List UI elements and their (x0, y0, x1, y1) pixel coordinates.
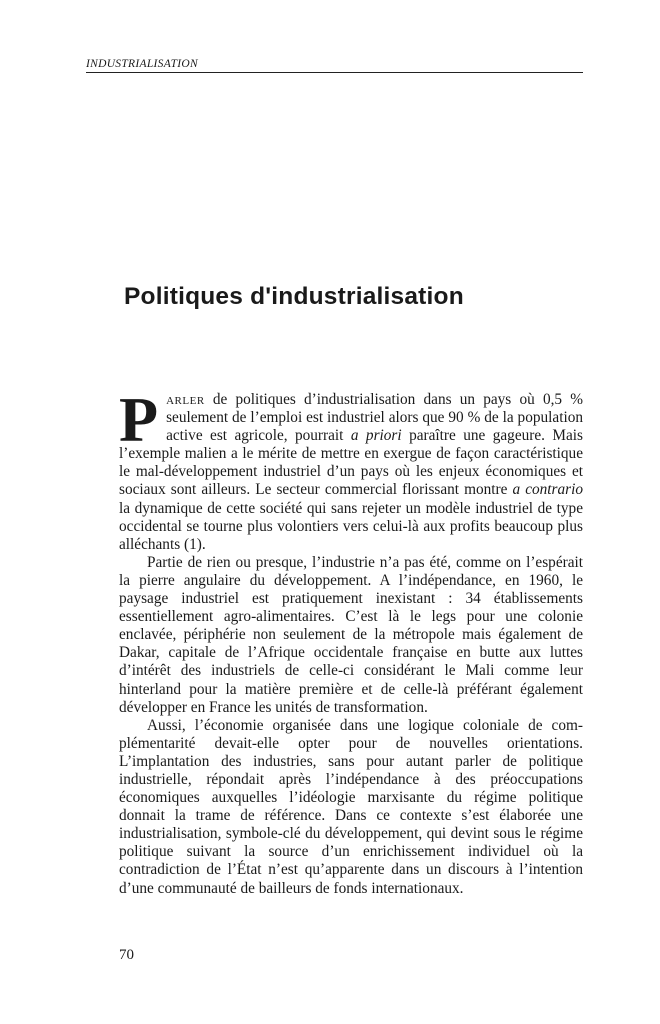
running-header (86, 57, 583, 73)
paragraph (119, 717, 583, 898)
text-run: de politiques d’industrialisation dans un pays où 0,5 % seulement de l’emploi est industriel alors que 90 % de la population active est agricole, pourrait (166, 391, 583, 445)
text-run: Aussi, l’économie organisée dans une logique coloniale de complémentarité devait-elle opter pour de nouvelles orientations. L’implantation des industries, sans pour autant parler de politique industrielle, répondait après l’indépendance à des préoccupations économiques auxquelles l’idéologie marxisante du régime politique donnait la trame de référence. Dans ce contexte s’est élaborée une industrialisation, symbole-clé du développement, qui devint sous le régime politique suivant la source d’un enrichissement individuel où la contradiction de l’État n’est qu’apparente dans un discours à l’intention d’une communauté de bailleurs de fonds internationaux. (119, 716, 583, 897)
italic-phrase: a priori (350, 427, 402, 445)
text-run: la dynamique de cette société qui sans rejeter un modèle industriel de type occidental se tourne plus volontiers vers celui-là aux profits beaucoup plus alléchants (1). (119, 499, 583, 553)
chapter-title: Politiques d'industrialisation (124, 283, 464, 310)
text-run: Partie de rien ou presque, l’industrie n’a pas été, comme on l’espérait la pierre angulaire du développement. A l’indépendance, en 1960, le paysage industriel est pratiquement inexistant : 34 établissements essentiellement agro-alimentaires. C’est là le legs pour une colonie enclavée, périphérie non seulement de la métropole mais également de Dakar, capitale de l’Afrique occidentale française en butte aux luttes d’intérêt des industriels de celle-ci considérant le Mali comme leur hinterland pour la matière première et de celle-là préférant également développer en France les unités de transformation. (119, 553, 583, 716)
small-caps-lead: arler (166, 391, 205, 408)
body-text (119, 384, 584, 898)
italic-phrase: a contrario (512, 481, 584, 499)
text-run: paraître une gageure. Mais l’exemple malien a le mérite de mettre en exergue de façon caractéristique le mal-développement industriel d’un pays où les enjeux économiques et sociaux sont ailleurs. Le secteur commercial florissant montre (119, 427, 583, 499)
drop-cap: P (119, 384, 159, 455)
paragraph (119, 554, 583, 717)
paragraph (119, 384, 584, 554)
running-title: INDUSTRIALISATION (86, 58, 199, 70)
page-number: 70 (119, 947, 134, 963)
